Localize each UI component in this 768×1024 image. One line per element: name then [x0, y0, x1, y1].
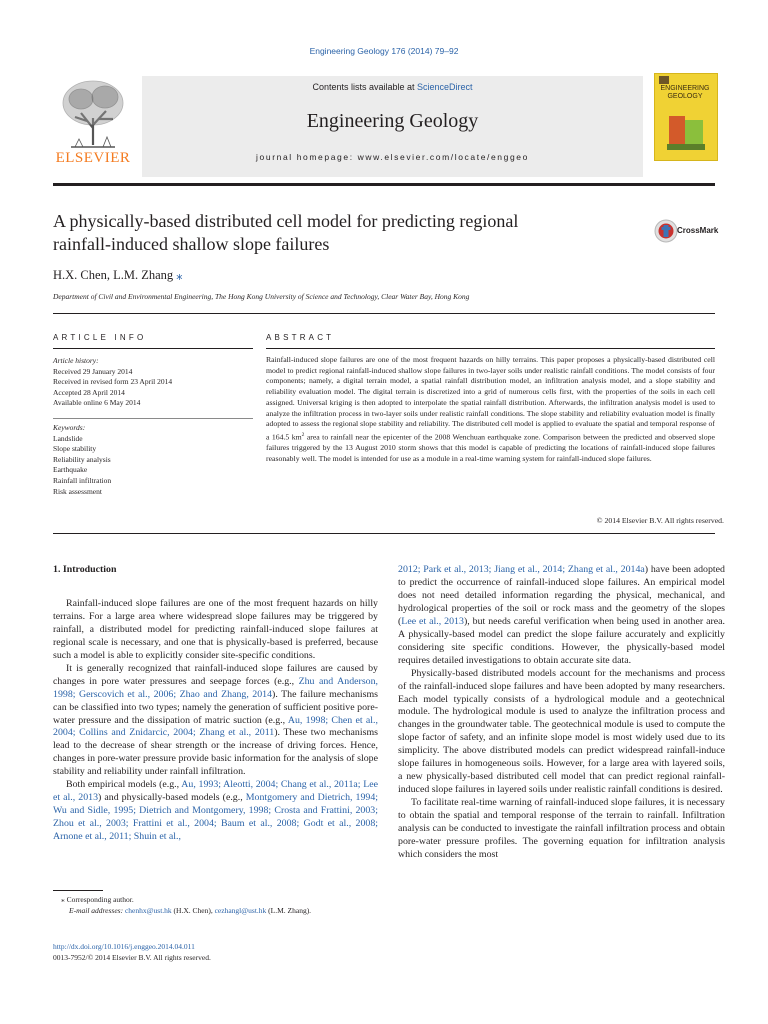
history-online: Available online 6 May 2014	[53, 398, 141, 408]
corresponding-author-mark[interactable]: ⁎	[176, 268, 183, 282]
homepage-url[interactable]: www.elsevier.com/locate/enggeo	[357, 152, 529, 162]
rp1-text-b: ), but needs careful verification when being used in another area. A physically-based model can predict the slope failure accurately and explicitly considering site specific conditions. However, the physically-based model requires detailed investigations to obtain accurate site data.	[398, 615, 725, 666]
homepage-prefix: journal homepage:	[256, 152, 358, 162]
p2-text-b: ). The failure mechanisms can be classified into two types; namely the generation of sufficient positive pore-water pressure and the dissipation of matric suction (e.g.,	[53, 688, 379, 726]
cover-title-line-2: GEOLOGY	[667, 93, 703, 100]
doi-block	[53, 942, 211, 963]
doi-link[interactable]: http://dx.doi.org/10.1016/j.enggeo.2014.04.011	[53, 942, 195, 951]
authors	[53, 267, 183, 283]
right-paragraph-1	[398, 564, 725, 668]
body-column-right	[398, 564, 725, 862]
header-divider	[53, 183, 715, 186]
email-link[interactable]: chenhx@ust.hk	[124, 905, 172, 915]
sciencedirect-link[interactable]: ScienceDirect	[417, 82, 473, 92]
footnote-emails	[53, 906, 383, 917]
keyword-item: Rainfall infiltration	[53, 475, 112, 485]
abstract-superscript: 2	[301, 431, 305, 438]
abstract-rule	[266, 348, 715, 349]
article-title-line-1: A physically-based distributed cell model for predicting regional	[53, 211, 519, 231]
title-divider	[53, 313, 715, 314]
abstract-part-b: area to rainfall near the epicenter of the 2008 Wenchuan earthquake zone. Comparison between the predicted and observed slope failures triggered by the 13 August 2010 storm shows that this model is capable of predicting the locations of rainfall-induced slope failures reasonably well. The model is intended for use as a module in a real-time warning system for rainfall-induced slope failures.	[266, 432, 715, 463]
keyword-item: Landslide	[53, 433, 83, 443]
abstract-part-a: Rainfall-induced slope failures are one of the most frequent hazards on hilly terrains. This paper proposes a physically-based distributed cell model to predict regional rainfall-induced shallow slope failures in two-layer soils under realistic rainfall conditions. The model consists of four components; namely, a digital terrain model, a spatial rainfall distribution model, an infiltration analysis model, and a slope stability and reliability evaluation model. The digital terrain is discretized into a grid of numerous cells first, with the properties of the soils in each cell assigned. Universal kriging is then adopted to interpolate the spatial rainfall distribution. Afterwards, the infiltration analysis model is used to analyze the infiltration process in two-layer soils under realistic rainfall conditions. The slope stability and reliability evaluation model is finally adopted to assess the regional slope stability and reliability. The distributed cell model is applied to evaluate the spatial and temporal response of a 164.5 km	[266, 355, 715, 442]
citation-link[interactable]: Lee et al., 2013	[401, 615, 464, 627]
keyword-item: Slope stability	[53, 444, 97, 454]
article-info-inner-rule	[53, 418, 253, 419]
email-owner: (L.M. Zhang).	[266, 905, 312, 915]
article-info-rule	[53, 348, 253, 349]
section-heading-introduction: 1. Introduction	[53, 564, 117, 575]
keywords	[53, 423, 253, 497]
author-names: H.X. Chen, L.M. Zhang	[53, 268, 174, 282]
citation-link[interactable]: 2012; Park et al., 2013; Jiang et al., 2014; Zhang et al., 2014a	[398, 564, 645, 575]
footnote	[53, 895, 383, 916]
p3-text-b: ) and physically-based models (e.g.,	[98, 792, 246, 804]
journal-title: Engineering Geology	[306, 110, 479, 132]
footnote-mark: ⁎	[61, 895, 65, 904]
intro-paragraph-2	[53, 663, 378, 780]
p3-text-a: Both empirical models (e.g.,	[66, 779, 182, 791]
article-info-heading: ARTICLE INFO	[53, 333, 147, 342]
contents-line	[142, 82, 643, 92]
abstract-text	[266, 355, 715, 465]
article-title	[53, 210, 613, 256]
history-received: Received 29 January 2014	[53, 366, 133, 376]
keyword-item: Risk assessment	[53, 486, 102, 496]
heading-gap	[53, 588, 378, 598]
intro-paragraph-1: Rainfall-induced slope failures are one of the most frequent hazards on hilly terrains. For a large area where widespread slope failures may be triggered by rainfall, a distributed model for predicting rainfall-induced slope failures at regional scale is necessary, and one that is physically-based is preferred, because such a model is able to explicitly consider site-specific conditions.	[53, 597, 378, 661]
footnote-rule	[53, 890, 103, 891]
email-link[interactable]: cezhangl@ust.hk	[214, 905, 267, 915]
history-label: Article history:	[53, 356, 99, 365]
right-paragraph-2: Physically-based distributed models account for the mechanisms and process of the rainfall-induced slope failures and have been adopted by many researchers. Each model typically consists of a hydrological module and a geotechnical module. The hydrological module is used to analyze the infiltration process and changes in the groundwater table. The geotechnical module is used to compute the slope factor of safety, and an infinite slope model is most widely used due to its simplicity. The above distributed models can predict widespread rainfall-induce slope failures in homogeneous soils. However, for a large area with layered soils, a new physically-based distributed cell model that can predict regional rainfall-induced slope failures in layered soils under realistic rainfall conditions is desired.	[398, 667, 725, 796]
email-label: E-mail addresses:	[69, 905, 125, 915]
history-revised: Received in revised form 23 April 2014	[53, 377, 173, 387]
p2-text-a: It is generally recognized that rainfall-induced slope failures are caused by changes in pore water pressures and seepage forces (e.g.,	[53, 662, 378, 687]
abstract-heading: ABSTRACT	[266, 333, 335, 342]
keyword-item: Earthquake	[53, 465, 88, 475]
body-column-left	[53, 564, 378, 844]
history-accepted: Accepted 28 April 2014	[53, 387, 125, 397]
right-paragraph-3: To facilitate real-time warning of rainfall-induced slope failures, it is necessary to obtain the spatial and temporal response of the terrain to rainfall. Infiltration analysis can be conducted to investigate the rainfall infiltration process and obtain pore-water pressure profiles. The governing equation for infiltration analysis which considers the most	[398, 797, 725, 860]
affiliation: Department of Civil and Environmental Engineering, The Hong Kong University of Science and Technology, Clear Water Bay, Hong Kong	[53, 292, 470, 301]
abstract-divider	[53, 533, 715, 534]
citation-link[interactable]: Au, 1998; Chen et al., 2004; Collins and Znidarcic, 2004; Zhang et al., 2011	[53, 714, 378, 739]
keyword-item: Reliability analysis	[53, 454, 111, 464]
contents-prefix: Contents lists available at	[312, 82, 418, 92]
citation-link[interactable]: Au, 1993; Aleotti, 2004; Chang et al., 2011a; Lee et al., 2013	[53, 779, 378, 804]
journal-homepage	[142, 152, 643, 162]
issn-line: 0013-7952/© 2014 Elsevier B.V. All rights reserved.	[53, 952, 211, 962]
abstract-copyright: © 2014 Elsevier B.V. All rights reserved.	[596, 516, 724, 525]
elsevier-wordmark: ELSEVIER	[55, 150, 131, 166]
email-owner: (H.X. Chen),	[171, 905, 215, 915]
keywords-label: Keywords:	[53, 423, 86, 432]
crossmark-label[interactable]: CrossMark	[677, 226, 719, 235]
citation-link[interactable]: Zhu and Anderson, 1998; Gerscovich et al., 2006; Zhao and Zhang, 2014	[53, 675, 378, 700]
intro-paragraph-3	[53, 779, 378, 844]
citation-link[interactable]: Montgomery and Dietrich, 1994; Wu and Sidle, 1995; Dietrich and Montgomery, 1998; Crosta and Frattini, 2003; Zhou et al., 2003; Frattini et al., 2004; Baum et al., 2008; Godt et al., 2008; Arnone et al., 2011; Shuin et al.,	[53, 792, 379, 843]
journal-reference[interactable]: Engineering Geology 176 (2014) 79–92	[309, 46, 459, 56]
article-title-line-2: rainfall-induced shallow slope failures	[53, 234, 330, 254]
article-history	[53, 356, 253, 409]
footnote-corresponding	[53, 895, 383, 906]
p2-text-c: ). These two mechanisms lead to the decrease of shear strength or the increase of driving forces. Hence, changes in pore-water pressure provide basic information for the analysis of slope stability and reliability under rainfall infiltration.	[53, 727, 378, 778]
cover-title-line-1: ENGINEERING	[660, 85, 710, 92]
rp1-text-a: ) have been adopted to predict the occurrence of rainfall-induced slope failures. An empirical model does not need detailed information regarding the physical, mechanical, and hydrological properties of the soil or rock mass and the geometry of the slopes (	[398, 564, 725, 627]
footnote-corresponding-text: Corresponding author.	[66, 895, 134, 904]
